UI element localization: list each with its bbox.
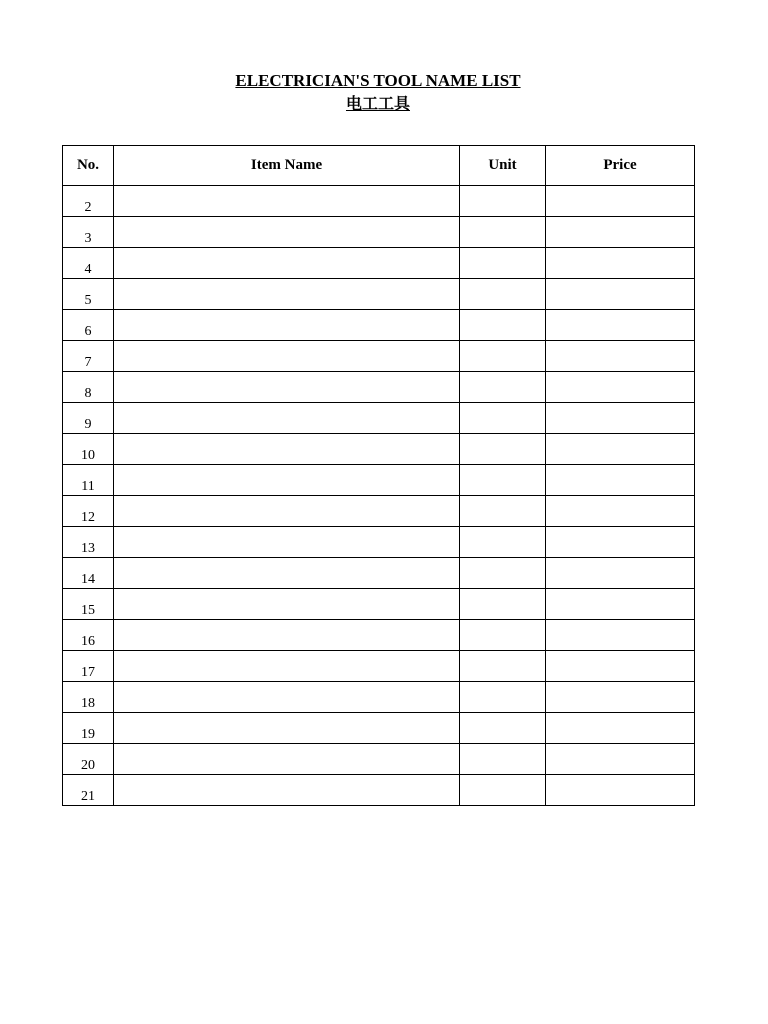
row-number-cell: 9 <box>63 403 114 434</box>
item-name-cell <box>114 403 460 434</box>
row-number-cell: 17 <box>63 651 114 682</box>
table-row <box>63 589 695 620</box>
table-row <box>63 713 695 744</box>
unit-cell <box>460 620 546 651</box>
row-number-cell: 16 <box>63 620 114 651</box>
unit-cell <box>460 279 546 310</box>
document-subtitle-chinese: 电工工具 <box>345 94 410 113</box>
item-name-cell <box>114 496 460 527</box>
unit-cell <box>460 651 546 682</box>
item-name-cell <box>114 279 460 310</box>
table-row <box>63 682 695 713</box>
column-header-no: No. <box>63 146 114 186</box>
unit-cell <box>460 434 546 465</box>
row-number-cell: 10 <box>63 434 114 465</box>
unit-cell <box>460 341 546 372</box>
price-cell <box>546 248 695 279</box>
table-row <box>63 403 695 434</box>
table-row <box>63 527 695 558</box>
table-header-row <box>63 146 695 186</box>
item-name-cell <box>114 217 460 248</box>
table-row <box>63 620 695 651</box>
row-number-cell: 3 <box>63 217 114 248</box>
column-header-unit: Unit <box>460 146 546 186</box>
item-name-cell <box>114 558 460 589</box>
unit-cell <box>460 372 546 403</box>
unit-cell <box>460 496 546 527</box>
table-row <box>63 341 695 372</box>
price-cell <box>546 403 695 434</box>
price-cell <box>546 496 695 527</box>
price-cell <box>546 713 695 744</box>
row-number-cell: 5 <box>63 279 114 310</box>
item-name-cell <box>114 186 460 217</box>
row-number-cell: 20 <box>63 744 114 775</box>
row-number-cell: 18 <box>63 682 114 713</box>
unit-cell <box>460 775 546 806</box>
item-name-cell <box>114 775 460 806</box>
row-number-cell: 2 <box>63 186 114 217</box>
item-name-cell <box>114 620 460 651</box>
table-row <box>63 465 695 496</box>
unit-cell <box>460 403 546 434</box>
table-row <box>63 186 695 217</box>
price-cell <box>546 775 695 806</box>
row-number-cell: 14 <box>63 558 114 589</box>
item-name-cell <box>114 744 460 775</box>
price-cell <box>546 620 695 651</box>
unit-cell <box>460 217 546 248</box>
row-number-cell: 6 <box>63 310 114 341</box>
item-name-cell <box>114 651 460 682</box>
column-header-price: Price <box>546 146 695 186</box>
unit-cell <box>460 248 546 279</box>
table-row <box>63 217 695 248</box>
price-cell <box>546 434 695 465</box>
row-number-cell: 13 <box>63 527 114 558</box>
table-row <box>63 775 695 806</box>
price-cell <box>546 341 695 372</box>
table-row <box>63 558 695 589</box>
item-name-cell <box>114 341 460 372</box>
price-cell <box>546 310 695 341</box>
table-body <box>63 186 695 806</box>
unit-cell <box>460 744 546 775</box>
item-name-cell <box>114 310 460 341</box>
price-cell <box>546 651 695 682</box>
price-cell <box>546 186 695 217</box>
price-cell <box>546 744 695 775</box>
price-cell <box>546 279 695 310</box>
table-row <box>63 434 695 465</box>
item-name-cell <box>114 372 460 403</box>
item-name-cell <box>114 589 460 620</box>
row-number-cell: 11 <box>63 465 114 496</box>
price-cell <box>546 527 695 558</box>
unit-cell <box>460 186 546 217</box>
column-header-item-name: Item Name <box>114 146 460 186</box>
row-number-cell: 7 <box>63 341 114 372</box>
row-number-cell: 12 <box>63 496 114 527</box>
table-row <box>63 310 695 341</box>
item-name-cell <box>114 248 460 279</box>
table-row <box>63 279 695 310</box>
unit-cell <box>460 310 546 341</box>
unit-cell <box>460 682 546 713</box>
table-row <box>63 248 695 279</box>
unit-cell <box>460 589 546 620</box>
item-name-cell <box>114 434 460 465</box>
unit-cell <box>460 465 546 496</box>
price-cell <box>546 558 695 589</box>
item-name-cell <box>114 713 460 744</box>
title-block <box>0 70 756 116</box>
row-number-cell: 4 <box>63 248 114 279</box>
price-cell <box>546 465 695 496</box>
row-number-cell: 8 <box>63 372 114 403</box>
item-name-cell <box>114 527 460 558</box>
tool-list-table <box>62 145 695 806</box>
unit-cell <box>460 713 546 744</box>
table-row <box>63 744 695 775</box>
price-cell <box>546 589 695 620</box>
price-cell <box>546 217 695 248</box>
row-number-cell: 19 <box>63 713 114 744</box>
table-row <box>63 496 695 527</box>
row-number-cell: 21 <box>63 775 114 806</box>
document-title: ELECTRICIAN'S TOOL NAME LIST <box>235 71 521 90</box>
unit-cell <box>460 558 546 589</box>
unit-cell <box>460 527 546 558</box>
table-row <box>63 372 695 403</box>
table-row <box>63 651 695 682</box>
price-cell <box>546 682 695 713</box>
price-cell <box>546 372 695 403</box>
item-name-cell <box>114 465 460 496</box>
row-number-cell: 15 <box>63 589 114 620</box>
item-name-cell <box>114 682 460 713</box>
